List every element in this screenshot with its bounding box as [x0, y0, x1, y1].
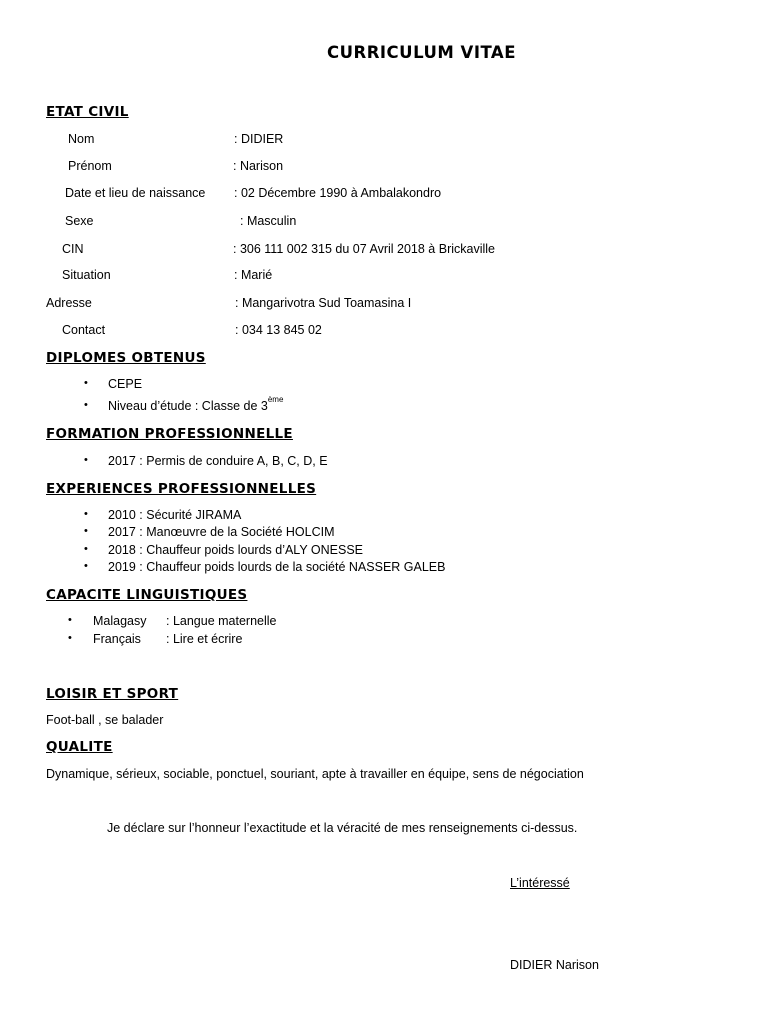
- section-heading-etat-civil: ETAT CIVIL: [46, 104, 129, 120]
- label-situation: Situation: [62, 268, 111, 282]
- value-nom: : DIDIER: [234, 132, 284, 146]
- list-item-experience: 2017 : Manœuvre de la Société HOLCIM: [108, 525, 335, 539]
- list-item-experience: 2018 : Chauffeur poids lourds d’ALY ONESSE: [108, 543, 364, 557]
- list-item-experience: 2019 : Chauffeur poids lourds de la société NASSER GALEB: [108, 560, 446, 574]
- label-contact: Contact: [62, 323, 106, 337]
- langue-name: Malagasy: [93, 614, 147, 628]
- label-naissance: Date et lieu de naissance: [65, 186, 206, 200]
- section-heading-loisir: LOISIR ET SPORT: [46, 686, 179, 702]
- declaration-text: Je déclare sur l’honneur l’exactitude et la véracité de mes renseignements ci-dessus.: [107, 821, 578, 835]
- bullet-icon: •: [84, 508, 88, 520]
- label-cin: CIN: [62, 242, 84, 256]
- langue-level: : Langue maternelle: [166, 614, 277, 628]
- value-contact: : 034 13 845 02: [235, 323, 322, 337]
- bullet-icon: •: [84, 543, 88, 555]
- signature-name: DIDIER Narison: [510, 958, 599, 972]
- superscript-eme: ème: [267, 395, 284, 404]
- loisir-text: Foot-ball , se balader: [46, 713, 164, 727]
- qualite-text: Dynamique, sérieux, sociable, ponctuel, souriant, apte à travailler en équipe, sens de négociation: [46, 767, 584, 781]
- list-item-diplome: [108, 395, 284, 413]
- langue-level: : Lire et écrire: [166, 632, 243, 646]
- value-prenom: : Narison: [233, 159, 284, 173]
- value-sexe: : Masculin: [240, 214, 297, 228]
- section-heading-diplomes: DIPLOMES OBTENUS: [46, 350, 206, 366]
- list-item-formation: 2017 : Permis de conduire A, B, C, D, E: [108, 454, 328, 468]
- section-heading-qualite: QUALITE: [46, 739, 113, 755]
- section-heading-langues: CAPACITE LINGUISTIQUES: [46, 587, 248, 603]
- bullet-icon: •: [84, 525, 88, 537]
- section-heading-formation: FORMATION PROFESSIONNELLE: [46, 426, 293, 442]
- diplome-text: Niveau d’étude : Classe de 3: [108, 399, 268, 413]
- label-prenom: Prénom: [68, 159, 112, 173]
- label-nom: Nom: [68, 132, 95, 146]
- bullet-icon: •: [84, 454, 88, 466]
- list-item-diplome: CEPE: [108, 377, 143, 391]
- list-item-experience: 2010 : Sécurité JIRAMA: [108, 508, 242, 522]
- signature-label: L’intéressé: [510, 876, 570, 890]
- bullet-icon: •: [68, 614, 72, 626]
- bullet-icon: •: [84, 377, 88, 389]
- page-title: CURRICULUM VITAE: [327, 43, 516, 62]
- bullet-icon: •: [68, 632, 72, 644]
- value-situation: : Marié: [234, 268, 273, 282]
- value-naissance: : 02 Décembre 1990 à Ambalakondro: [234, 186, 442, 200]
- label-adresse: Adresse: [46, 296, 92, 310]
- langue-name: Français: [93, 632, 141, 646]
- bullet-icon: •: [84, 560, 88, 572]
- section-heading-experiences: EXPERIENCES PROFESSIONNELLES: [46, 481, 317, 497]
- bullet-icon: •: [84, 399, 88, 411]
- label-sexe: Sexe: [65, 214, 94, 228]
- value-cin: : 306 111 002 315 du 07 Avril 2018 à Brickaville: [233, 242, 495, 256]
- value-adresse: : Mangarivotra Sud Toamasina I: [235, 296, 412, 310]
